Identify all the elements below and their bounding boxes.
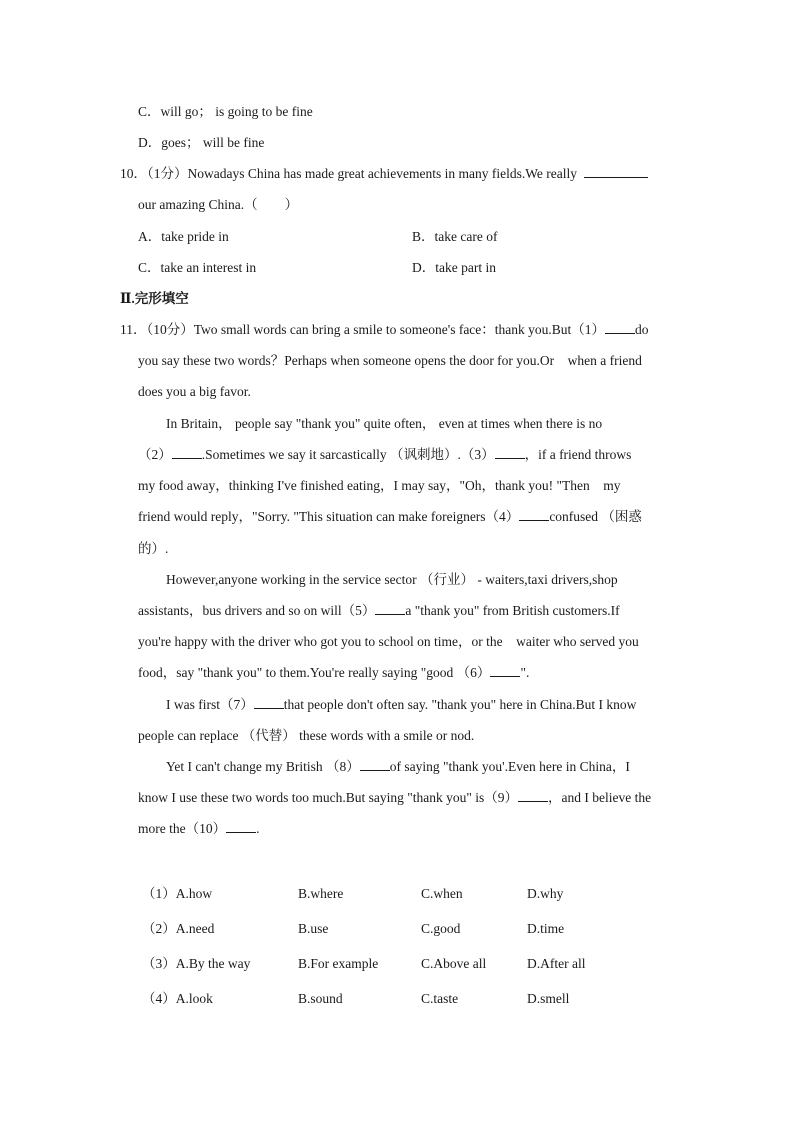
choice-3-d: D.After all bbox=[527, 956, 586, 971]
q9-option-c: C．will go； is going to be fine bbox=[138, 104, 313, 119]
q10-stem-line1 bbox=[120, 165, 648, 183]
q11-p2-line1: In Britain， people say "thank you" quite often， even at times when there is no bbox=[166, 416, 603, 431]
answer-blank bbox=[519, 508, 549, 521]
q11-p2-line2 bbox=[138, 446, 631, 464]
choice-2-a: （2）A.need bbox=[142, 921, 215, 936]
q10-option-a: A．take pride in bbox=[138, 229, 229, 244]
q11-p3-line3: you're happy with the driver who got you to school on time，or the waiter who served you bbox=[138, 634, 639, 649]
choice-4-b: B.sound bbox=[298, 991, 343, 1006]
q11-p5-line3 bbox=[138, 820, 259, 838]
q11-text: （2） bbox=[138, 447, 172, 462]
q11-text: ，and I believe the bbox=[548, 790, 652, 805]
q11-text: ". bbox=[520, 665, 530, 680]
answer-blank bbox=[518, 789, 548, 802]
q11-text: .Sometimes we say it sarcastically （讽刺地）.（3） bbox=[201, 447, 495, 462]
answer-blank bbox=[375, 602, 405, 615]
q11-p4-line2: people can replace （代替） these words with a smile or nod. bbox=[138, 728, 475, 743]
q11-p3-line1: However,anyone working in the service sector （行业） - waiters,taxi drivers,shop bbox=[166, 572, 618, 587]
choice-4-c: C.taste bbox=[421, 991, 459, 1006]
q10-stem-text: 10．（1分）Nowadays China has made great achievements in many fields.We really bbox=[120, 166, 578, 181]
q11-text: Yet I can't change my British （8） bbox=[166, 759, 360, 774]
q11-line2: you say these two words？Perhaps when someone opens the door for you.Or when a friend bbox=[138, 353, 642, 368]
answer-blank bbox=[584, 165, 648, 178]
answer-blank bbox=[495, 446, 525, 459]
q11-p2-line4 bbox=[138, 508, 642, 526]
q10-option-d: D．take part in bbox=[412, 260, 496, 275]
q11-text: of saying "thank you'.Even here in China，I bbox=[389, 759, 630, 774]
q11-text: a "thank you" from British customers.If bbox=[405, 603, 620, 618]
choice-4-a: （4）A.look bbox=[142, 991, 213, 1006]
q11-text: friend would reply，"Sorry. "This situation can make foreigners（4） bbox=[138, 509, 520, 524]
q11-p4-line1 bbox=[166, 696, 636, 714]
q11-p3-line2 bbox=[138, 602, 620, 620]
q11-text: that people don't often say. "thank you" here in China.But I know bbox=[283, 697, 637, 712]
q11-p2-line5: 的）. bbox=[138, 541, 169, 556]
section-heading: Ⅱ.完形填空 bbox=[120, 291, 189, 306]
q11-text: assistants，bus drivers and so on will（5） bbox=[138, 603, 376, 618]
choice-1-a: （1）A.how bbox=[142, 886, 213, 901]
answer-blank bbox=[605, 321, 635, 334]
q9-option-d: D．goes； will be fine bbox=[138, 135, 265, 150]
q11-text: do bbox=[635, 322, 649, 337]
choice-3-c: C.Above all bbox=[421, 956, 487, 971]
choice-4-d: D.smell bbox=[527, 991, 570, 1006]
q11-text: confused （困惑 bbox=[549, 509, 642, 524]
q10-option-b: B．take care of bbox=[412, 229, 498, 244]
q11-text: 11．（10分）Two small words can bring a smile to someone's face：thank you.But（1） bbox=[120, 322, 606, 337]
answer-blank bbox=[360, 758, 390, 771]
answer-blank bbox=[490, 664, 520, 677]
choice-1-b: B.where bbox=[298, 886, 344, 901]
choice-3-a: （3）A.By the way bbox=[142, 956, 251, 971]
q11-text: more the（10） bbox=[138, 821, 227, 836]
q11-p3-line4 bbox=[138, 664, 529, 682]
choice-3-b: B.For example bbox=[298, 956, 379, 971]
q10-stem-line2: our amazing China.（ ） bbox=[138, 197, 299, 212]
q11-line1 bbox=[120, 321, 649, 339]
q11-p2-line3: my food away，thinking I've finished eating，I may say，"Oh，thank you! "Then my bbox=[138, 478, 621, 493]
answer-blank bbox=[226, 820, 256, 833]
answer-blank bbox=[254, 696, 284, 709]
q11-line3: does you a big favor. bbox=[138, 384, 251, 399]
q11-text: I was first（7） bbox=[166, 697, 254, 712]
q11-text: ，if a friend throws bbox=[524, 447, 632, 462]
q11-p5-line2 bbox=[138, 789, 651, 807]
choice-1-c: C.when bbox=[421, 886, 463, 901]
choice-1-d: D.why bbox=[527, 886, 564, 901]
q11-text: know I use these two words too much.But saying "thank you" is（9） bbox=[138, 790, 518, 805]
choice-2-b: B.use bbox=[298, 921, 329, 936]
q11-text: food，say "thank you" to them.You're really saying "good （6） bbox=[138, 665, 491, 680]
q11-text: . bbox=[256, 821, 260, 836]
choice-2-c: C.good bbox=[421, 921, 461, 936]
answer-blank bbox=[172, 446, 202, 459]
q10-option-c: C．take an interest in bbox=[138, 260, 257, 275]
choice-2-d: D.time bbox=[527, 921, 565, 936]
q11-p5-line1 bbox=[166, 758, 630, 776]
